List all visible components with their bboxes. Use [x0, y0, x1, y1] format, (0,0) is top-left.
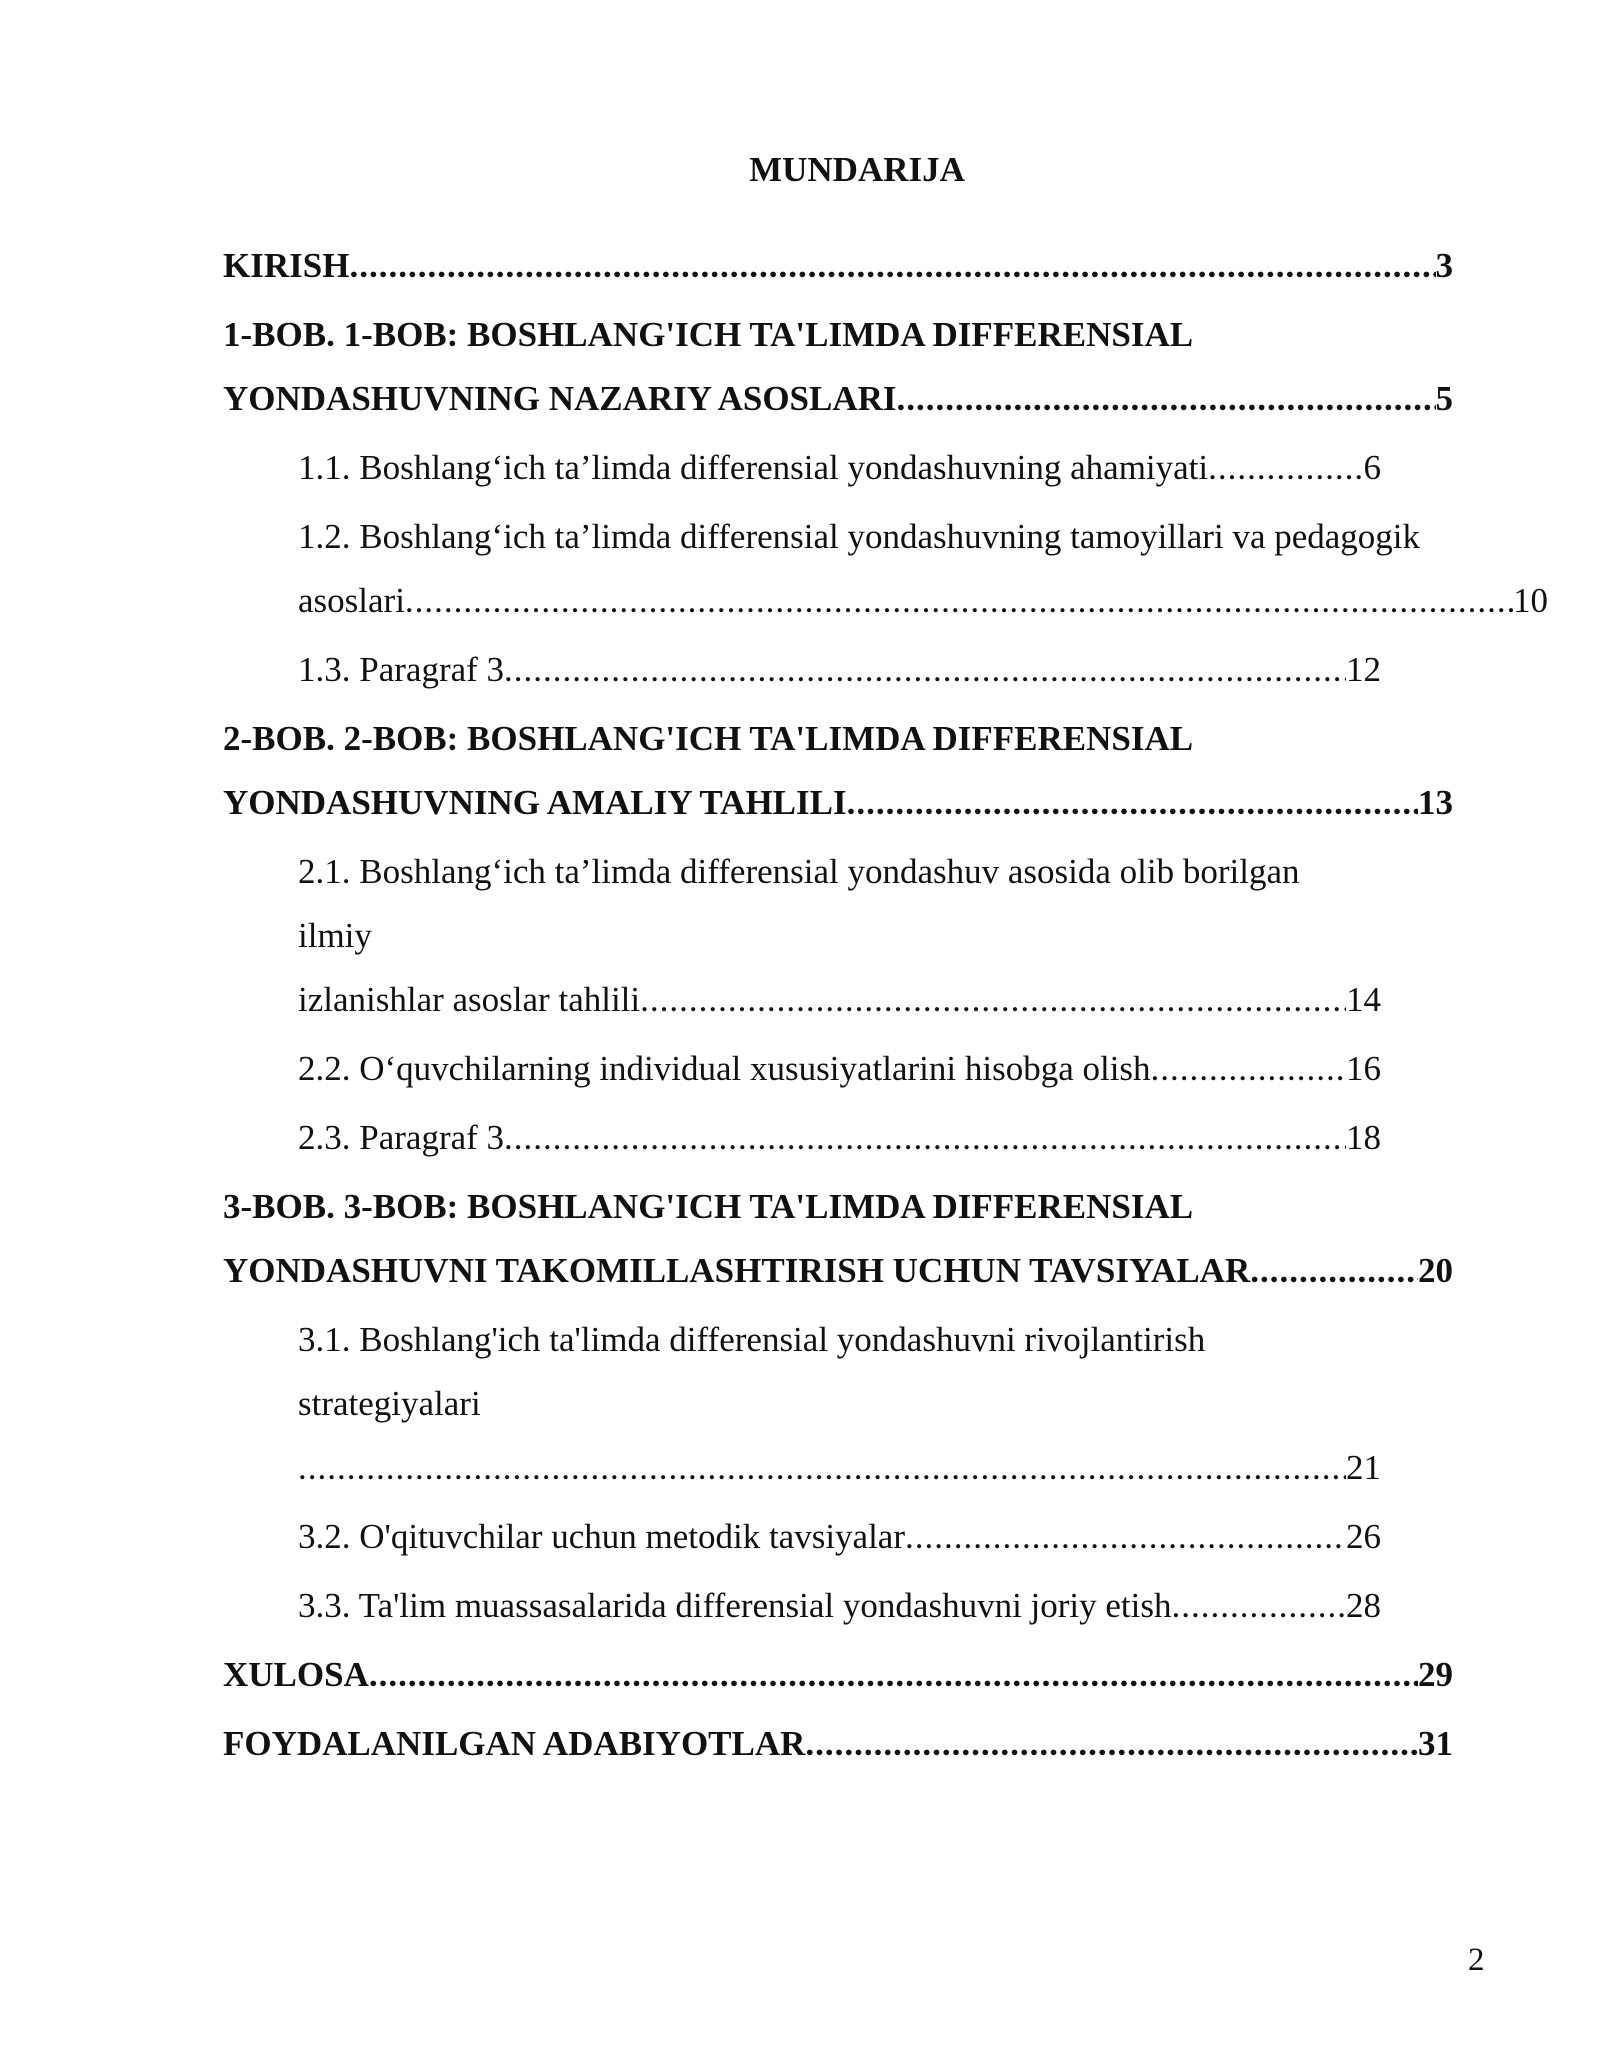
- toc-dot-leader: [1208, 436, 1363, 500]
- toc-page-number: 29: [1418, 1655, 1453, 1694]
- page-title: MUNDARIJA: [749, 150, 965, 189]
- toc-page-number: 5: [1435, 379, 1453, 418]
- toc-entry-leader-line: [223, 367, 1453, 431]
- toc-entry-label: asoslari: [298, 581, 405, 620]
- toc-entry-leader-line: [223, 1239, 1453, 1303]
- toc-page-number: 14: [1346, 980, 1381, 1019]
- toc-page-number: 3: [1435, 246, 1453, 285]
- toc-entry-leader-line: [298, 436, 1381, 500]
- toc-entry-leader-line: [298, 1037, 1381, 1101]
- toc-entry-line: 3-BOB. 3-BOB: BOSHLANG'ICH TA'LIMDA DIFFERENSIAL: [223, 1187, 1194, 1226]
- toc-chapter-entry[interactable]: [223, 303, 1453, 431]
- toc-dot-leader: [1250, 1239, 1418, 1303]
- toc-page-number: 20: [1418, 1251, 1453, 1290]
- toc-page-number: 18: [1346, 1118, 1381, 1157]
- toc-entry-label: XULOSA: [223, 1655, 369, 1694]
- toc-entry-label: 1.3. Paragraf 3: [298, 650, 505, 689]
- toc-entry-label: YONDASHUVNING NAZARIY ASOSLARI: [223, 379, 897, 418]
- toc-chapter-entry[interactable]: [223, 1712, 1453, 1776]
- toc-dot-leader: [897, 367, 1436, 431]
- toc-section-entry[interactable]: [298, 436, 1381, 500]
- toc-entry-label: 2.3. Paragraf 3: [298, 1118, 505, 1157]
- toc-section-entry[interactable]: [298, 1574, 1381, 1638]
- toc-section-entry[interactable]: [298, 1037, 1381, 1101]
- toc-page-number: 31: [1418, 1724, 1453, 1763]
- toc-section-entry[interactable]: [298, 505, 1548, 633]
- toc-page-number: 6: [1363, 448, 1381, 487]
- toc-chapter-entry[interactable]: [223, 1643, 1453, 1707]
- toc-entry-label: FOYDALANILGAN ADABIYOTLAR: [223, 1724, 806, 1763]
- toc-entry-line: 2-BOB. 2-BOB: BOSHLANG'ICH TA'LIMDA DIFFERENSIAL: [223, 719, 1194, 758]
- toc-entry-label: izlanishlar asoslar tahlili: [298, 980, 641, 1019]
- toc-dot-leader: [369, 1643, 1418, 1707]
- toc-dot-leader: [405, 569, 1513, 633]
- toc-entry-leader-line: [298, 968, 1381, 1032]
- toc-dot-leader: [847, 771, 1418, 835]
- toc-dot-leader: [805, 1712, 1418, 1776]
- toc-entry-leader-line: [298, 638, 1381, 702]
- toc-entry-line: 1-BOB. 1-BOB: BOSHLANG'ICH TA'LIMDA DIFFERENSIAL: [223, 315, 1194, 354]
- toc-chapter-entry[interactable]: [223, 1175, 1453, 1303]
- toc-entry-leader-line: [223, 771, 1453, 835]
- toc-dot-leader: [298, 1436, 1346, 1500]
- toc-page-number: 13: [1418, 783, 1453, 822]
- toc-entry-line: 2.1. Boshlang‘ich ta’limda differensial yondashuv asosida olib borilgan ilmiy: [298, 852, 1300, 955]
- toc-page-number: 21: [1346, 1448, 1381, 1487]
- toc-section-entry[interactable]: [298, 1308, 1381, 1500]
- table-of-contents: [223, 234, 1548, 1781]
- toc-entry-leader-line: [223, 234, 1453, 298]
- toc-entry-leader-line: [298, 1505, 1381, 1569]
- toc-dot-leader: [349, 234, 1435, 298]
- toc-dot-leader: [905, 1505, 1346, 1569]
- toc-entry-label: KIRISH: [223, 246, 350, 285]
- toc-chapter-entry[interactable]: [223, 234, 1453, 298]
- toc-page-number: 28: [1346, 1586, 1381, 1625]
- toc-page-number: 26: [1346, 1517, 1381, 1556]
- toc-entry-label: 2.2. O‘quvchilarning individual xususiyatlarini hisobga olish: [298, 1049, 1151, 1088]
- toc-section-entry[interactable]: [298, 1106, 1381, 1170]
- toc-entry-leader-line: [223, 1712, 1453, 1776]
- toc-page-number: 12: [1346, 650, 1381, 689]
- toc-dot-leader: [504, 1106, 1346, 1170]
- toc-entry-label: 1.1. Boshlang‘ich ta’limda differensial yondashuvning ahamiyati: [298, 448, 1209, 487]
- toc-entry-leader-line: [298, 569, 1548, 633]
- toc-dot-leader: [1151, 1037, 1346, 1101]
- toc-entry-leader-line: [223, 1643, 1453, 1707]
- toc-section-entry[interactable]: [298, 1505, 1381, 1569]
- toc-dot-leader: [640, 968, 1346, 1032]
- toc-entry-label: YONDASHUVNI TAKOMILLASHTIRISH UCHUN TAVSIYALAR: [223, 1251, 1251, 1290]
- toc-section-entry[interactable]: [298, 840, 1381, 1032]
- toc-page-number: 16: [1346, 1049, 1381, 1088]
- toc-entry-line: 1.2. Boshlang‘ich ta’limda differensial yondashuvning tamoyillari va pedagogik: [298, 517, 1421, 556]
- toc-entry-line: 3.1. Boshlang'ich ta'limda differensial yondashuvni rivojlantirish strategiyalari: [298, 1320, 1206, 1423]
- toc-entry-leader-line: [298, 1106, 1381, 1170]
- toc-page-number: 10: [1513, 581, 1548, 620]
- toc-entry-label: 3.3. Ta'lim muassasalarida differensial yondashuvni joriy etish: [298, 1586, 1172, 1625]
- toc-entry-label: YONDASHUVNING AMALIY TAHLILI: [223, 783, 847, 822]
- page-number: 2: [1468, 1942, 1485, 1978]
- toc-dot-leader: [504, 638, 1346, 702]
- toc-section-entry[interactable]: [298, 638, 1381, 702]
- toc-entry-label: 3.2. O'qituvchilar uchun metodik tavsiyalar: [298, 1517, 905, 1556]
- toc-dot-leader: [1172, 1574, 1347, 1638]
- toc-chapter-entry[interactable]: [223, 707, 1453, 835]
- toc-entry-leader-line: [298, 1574, 1381, 1638]
- toc-entry-leader-line: [298, 1436, 1381, 1500]
